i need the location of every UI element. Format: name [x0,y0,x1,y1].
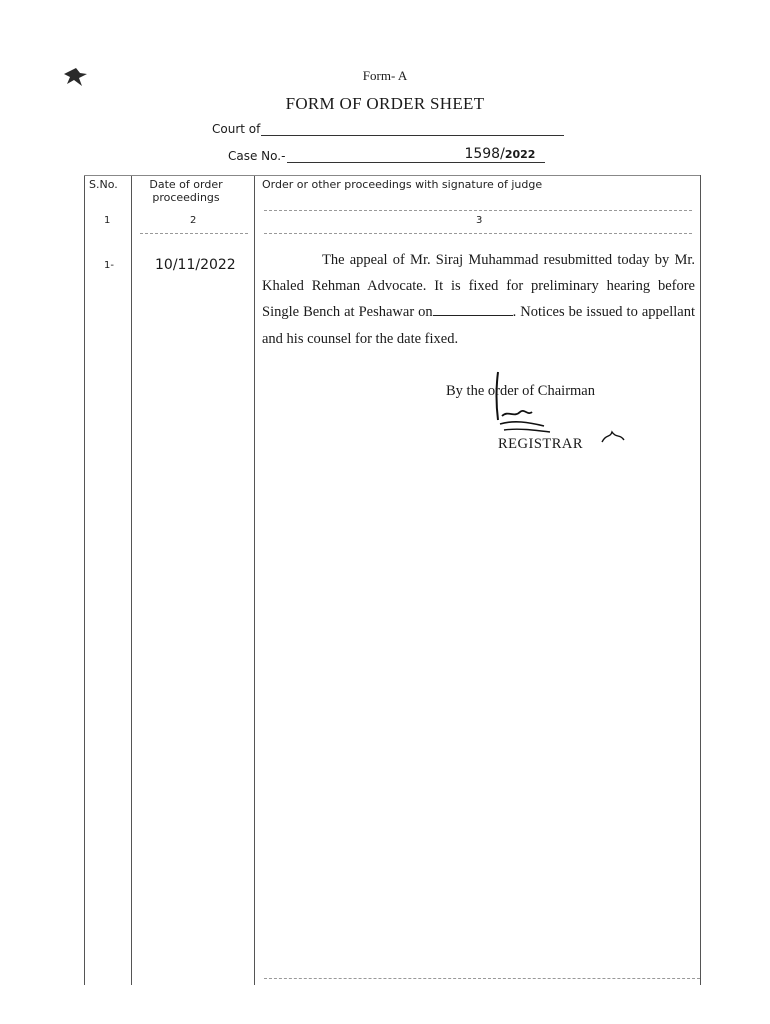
table-bottom-dashes [264,978,700,979]
court-field [212,122,564,136]
case-value-line [287,146,545,163]
case-number-value: 1598/ [464,146,505,162]
column-number-2: 2 [190,215,197,226]
registrar-title: REGISTRAR [498,436,584,452]
header-date: Date of order proceedings [149,178,223,204]
case-year: 2022 [504,148,536,161]
header-separator [264,210,692,211]
entry-date: 10/11/2022 [155,257,236,273]
case-field [228,146,545,163]
case-label: Case No.- [228,149,286,163]
header-sno: S.No. [89,178,118,191]
court-label: Court of [212,122,261,136]
column-number-3: 3 [476,215,483,226]
court-value-line [261,123,564,136]
column-number-separator-3 [264,233,692,234]
column-divider-2 [254,175,255,985]
order-of-chairman: By the order of Chairman [446,383,595,399]
column-divider-1 [131,175,132,985]
order-text-part1: The appeal of Mr. Siraj Muhammad resubmitted today by Mr. Khaled Rehman Advocate. It is fixed for preliminary hearing before Single Bench at Peshawar on [262,252,695,321]
table-right-border [700,175,701,985]
case-number [464,146,535,162]
page-title: FORM OF ORDER SHEET [285,94,485,113]
table-top-border [84,175,700,176]
entry-serial-number: 1- [104,260,114,271]
table-left-border [84,175,85,985]
hearing-date-blank [433,303,513,316]
order-text-part2: . Notices be issued to appellant and his counsel for the date fixed. [262,304,695,347]
form-label: Form- A [362,68,408,83]
header-order: Order or other proceedings with signature of judge [262,178,543,191]
column-number-separator-2 [140,233,248,234]
order-text [262,247,695,352]
column-number-1: 1 [104,215,111,226]
